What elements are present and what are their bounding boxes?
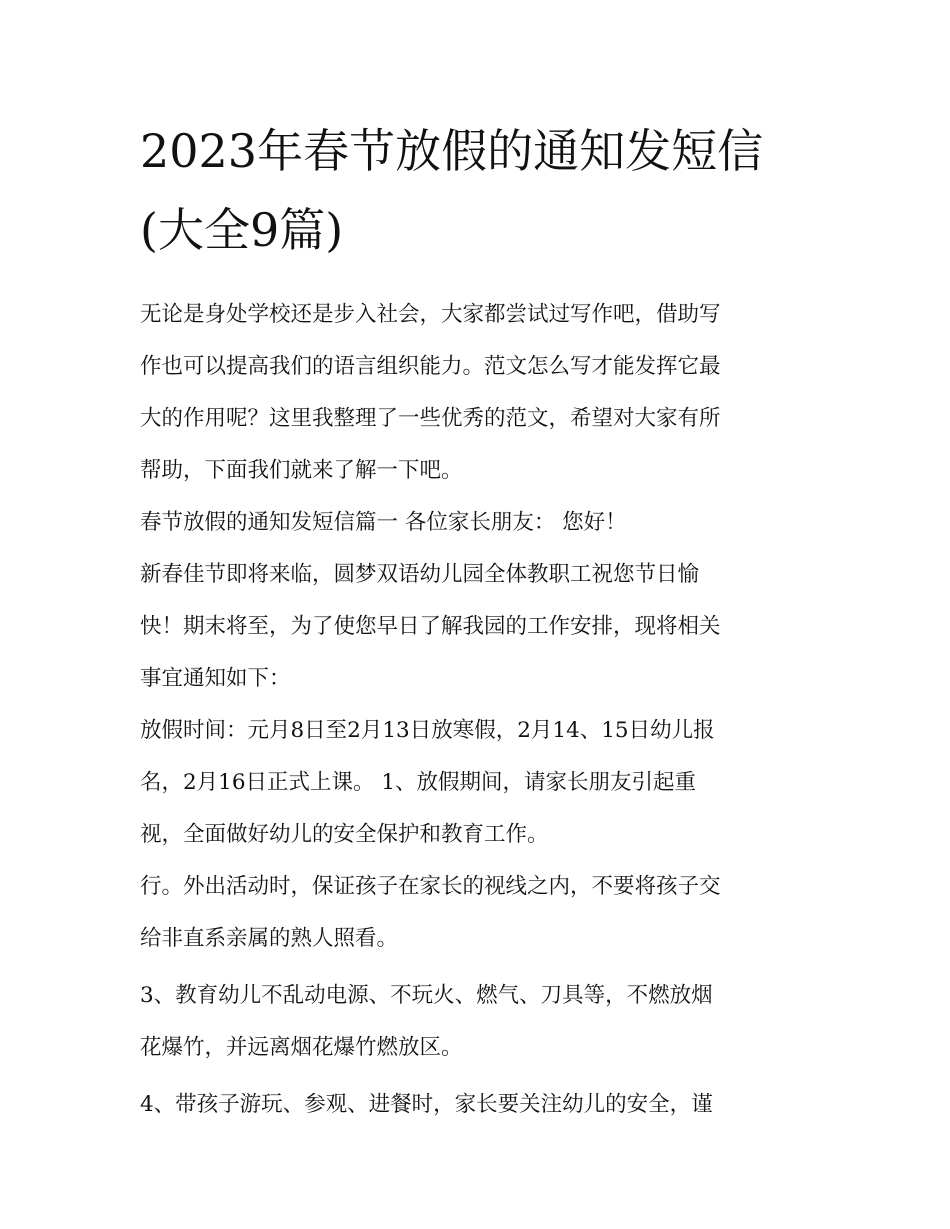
text-line: 行。外出活动时，保证孩子在家长的视线之内，不要将孩子交 xyxy=(140,874,721,899)
item-3-paragraph xyxy=(140,970,820,1074)
text-line: 作也可以提高我们的语言组织能力。范文怎么写才能发挥它最 xyxy=(140,354,721,379)
text-line: 花爆竹，并远离烟花爆竹燃放区。 xyxy=(140,1035,463,1060)
greeting-paragraph xyxy=(140,549,820,705)
text-line: 春节放假的通知发短信篇一 各位家长朋友： 您好！ xyxy=(140,510,627,535)
title-line: (大全9篇) xyxy=(140,203,344,257)
text-line: 无论是身处学校还是步入社会，大家都尝试过写作吧，借助写 xyxy=(140,302,721,327)
text-line: 事宜通知如下： xyxy=(140,666,291,691)
item-4-paragraph xyxy=(140,1079,820,1131)
holiday-time-paragraph xyxy=(140,705,820,861)
article-heading-paragraph xyxy=(140,497,820,549)
text-line: 给非直系亲属的熟人照看。 xyxy=(140,926,399,951)
intro-paragraph xyxy=(140,289,820,497)
text-line: 3、教育幼儿不乱动电源、不玩火、燃气、刀具等，不燃放烟 xyxy=(140,983,713,1008)
document-body xyxy=(140,289,820,1131)
text-line: 新春佳节即将来临，圆梦双语幼儿园全体教职工祝您节日愉 xyxy=(140,562,700,587)
text-line: 视，全面做好幼儿的安全保护和教育工作。 xyxy=(140,822,549,847)
text-line: 名，2月16日正式上课。 1、放假期间，请家长朋友引起重 xyxy=(140,770,697,795)
text-line: 4、带孩子游玩、参观、进餐时，家长要关注幼儿的安全，谨 xyxy=(140,1092,713,1117)
text-line: 帮助，下面我们就来了解一下吧。 xyxy=(140,458,463,483)
text-line: 放假时间：元月8日至2月13日放寒假，2月14、15日幼儿报 xyxy=(140,718,715,743)
text-line: 大的作用呢？这里我整理了一些优秀的范文，希望对大家有所 xyxy=(140,406,721,431)
title-line: 2023年春节放假的通知发短信 xyxy=(140,124,764,178)
document-page xyxy=(140,112,820,1131)
document-title xyxy=(140,112,820,270)
outing-paragraph xyxy=(140,861,820,965)
text-line: 快！期末将至，为了使您早日了解我园的工作安排，现将相关 xyxy=(140,614,721,639)
